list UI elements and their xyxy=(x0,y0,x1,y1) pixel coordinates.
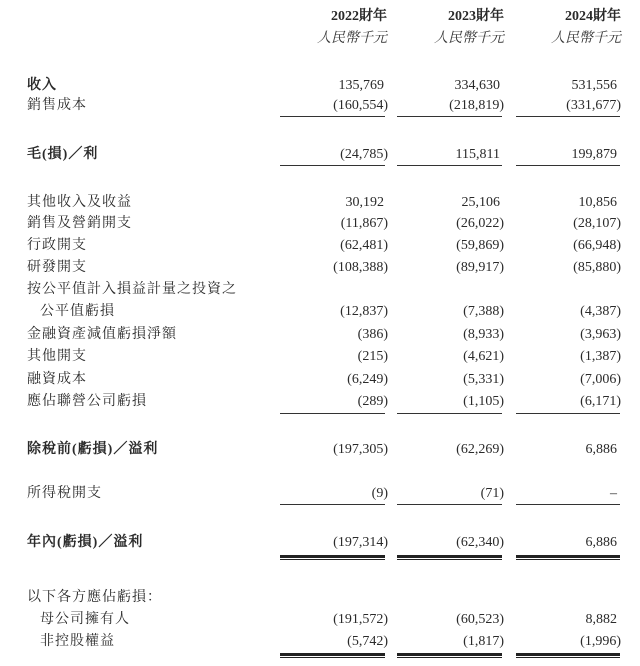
cell-value: (24,785) xyxy=(340,147,388,162)
cell-value: (197,314) xyxy=(333,535,388,550)
total-double-underline xyxy=(516,555,620,560)
table-row xyxy=(0,439,640,461)
subtotal-underline xyxy=(397,116,502,117)
cell-value: (8,933) xyxy=(463,327,504,342)
table-row xyxy=(0,391,640,413)
table-row xyxy=(0,483,640,505)
total-double-underline xyxy=(280,555,385,560)
cell-value: – xyxy=(610,486,617,501)
column-header xyxy=(511,6,621,50)
cell-value: (6,249) xyxy=(347,372,388,387)
subtotal-underline xyxy=(280,413,385,414)
row-label: 行政開支 xyxy=(27,238,87,253)
table-row xyxy=(0,369,640,391)
cell-value: (3,963) xyxy=(580,327,621,342)
subtotal-underline xyxy=(397,504,502,505)
row-label: 銷售成本 xyxy=(27,98,87,113)
row-label: 其他收入及收益 xyxy=(27,195,132,210)
fiscal-year: 2024財年 xyxy=(565,9,621,24)
cell-value: (62,340) xyxy=(456,535,504,550)
table-row xyxy=(0,192,640,214)
column-header xyxy=(394,6,504,50)
table-row xyxy=(0,95,640,117)
cell-value: 10,856 xyxy=(578,195,617,210)
row-label: 研發開支 xyxy=(27,260,87,275)
cell-value: 334,630 xyxy=(454,78,500,93)
cell-value: (11,867) xyxy=(340,216,388,231)
table-row xyxy=(0,324,640,346)
table-row xyxy=(0,587,640,609)
row-label: 非控股權益 xyxy=(40,634,115,649)
cell-value: (62,481) xyxy=(340,238,388,253)
cell-value: (215) xyxy=(357,349,388,364)
subtotal-underline xyxy=(280,504,385,505)
cell-value: (1,105) xyxy=(463,394,504,409)
cell-value: (160,554) xyxy=(333,98,388,113)
row-label: 公平值虧損 xyxy=(40,304,115,319)
total-double-underline xyxy=(516,653,620,658)
table-row xyxy=(0,144,640,166)
cell-value: (331,677) xyxy=(566,98,621,113)
table-row xyxy=(0,346,640,368)
subtotal-underline xyxy=(280,116,385,117)
subtotal-underline xyxy=(516,165,620,166)
currency-unit: 人民幣千元 xyxy=(317,31,387,46)
cell-value: (89,917) xyxy=(456,260,504,275)
subtotal-underline xyxy=(516,116,620,117)
cell-value: (1,817) xyxy=(463,634,504,649)
subtotal-underline xyxy=(397,165,502,166)
cell-value: (62,269) xyxy=(456,442,504,457)
row-label: 年內(虧損)／溢利 xyxy=(27,535,144,550)
cell-value: 6,886 xyxy=(585,535,617,550)
cell-value: (5,331) xyxy=(463,372,504,387)
cell-value: (6,171) xyxy=(580,394,621,409)
cell-value: (289) xyxy=(357,394,388,409)
row-label: 母公司擁有人 xyxy=(40,612,130,627)
row-label: 按公平值計入損益計量之投資之 xyxy=(27,282,237,297)
cell-value: 531,556 xyxy=(571,78,617,93)
row-label: 所得稅開支 xyxy=(27,486,102,501)
table-row xyxy=(0,609,640,631)
cell-value: (71) xyxy=(480,486,504,501)
cell-value: 115,811 xyxy=(455,147,500,162)
cell-value: (197,305) xyxy=(333,442,388,457)
cell-value: (4,387) xyxy=(580,304,621,319)
row-label: 毛(損)／利 xyxy=(27,147,99,162)
subtotal-underline xyxy=(280,165,385,166)
cell-value: (28,107) xyxy=(573,216,621,231)
cell-value: 135,769 xyxy=(338,78,384,93)
cell-value: (85,880) xyxy=(573,260,621,275)
table-row xyxy=(0,532,640,554)
fiscal-year: 2022財年 xyxy=(331,9,387,24)
cell-value: (386) xyxy=(357,327,388,342)
cell-value: (5,742) xyxy=(347,634,388,649)
currency-unit: 人民幣千元 xyxy=(551,31,621,46)
cell-value: (9) xyxy=(371,486,388,501)
fiscal-year: 2023財年 xyxy=(448,9,504,24)
table-row xyxy=(0,279,640,301)
row-label: 除稅前(虧損)／溢利 xyxy=(27,442,159,457)
cell-value: 8,882 xyxy=(585,612,617,627)
cell-value: (7,388) xyxy=(463,304,504,319)
table-row xyxy=(0,213,640,235)
cell-value: (26,022) xyxy=(456,216,504,231)
cell-value: 6,886 xyxy=(585,442,617,457)
subtotal-underline xyxy=(516,413,620,414)
column-header xyxy=(277,6,387,50)
table-row xyxy=(0,75,640,97)
row-label: 應佔聯營公司虧損 xyxy=(27,394,147,409)
cell-value: (66,948) xyxy=(573,238,621,253)
row-label: 融資成本 xyxy=(27,372,87,387)
cell-value: (108,388) xyxy=(333,260,388,275)
table-row xyxy=(0,631,640,653)
table-row xyxy=(0,257,640,279)
row-label: 金融資產減值虧損淨額 xyxy=(27,327,177,342)
row-label: 銷售及營銷開支 xyxy=(27,216,132,231)
cell-value: (1,996) xyxy=(580,634,621,649)
total-double-underline xyxy=(280,653,385,658)
currency-unit: 人民幣千元 xyxy=(434,31,504,46)
cell-value: (191,572) xyxy=(333,612,388,627)
row-label: 其他開支 xyxy=(27,349,87,364)
subtotal-underline xyxy=(516,504,620,505)
cell-value: (4,621) xyxy=(463,349,504,364)
cell-value: (60,523) xyxy=(456,612,504,627)
cell-value: 30,192 xyxy=(345,195,384,210)
total-double-underline xyxy=(397,653,502,658)
cell-value: (59,869) xyxy=(456,238,504,253)
total-double-underline xyxy=(397,555,502,560)
row-label: 以下各方應佔虧損： xyxy=(27,590,162,605)
cell-value: (218,819) xyxy=(449,98,504,113)
row-label: 收入 xyxy=(27,78,57,93)
cell-value: 25,106 xyxy=(461,195,500,210)
cell-value: (7,006) xyxy=(580,372,621,387)
table-row xyxy=(0,235,640,257)
cell-value: (12,837) xyxy=(340,304,388,319)
cell-value: (1,387) xyxy=(580,349,621,364)
cell-value: 199,879 xyxy=(571,147,617,162)
table-row xyxy=(0,301,640,323)
subtotal-underline xyxy=(397,413,502,414)
